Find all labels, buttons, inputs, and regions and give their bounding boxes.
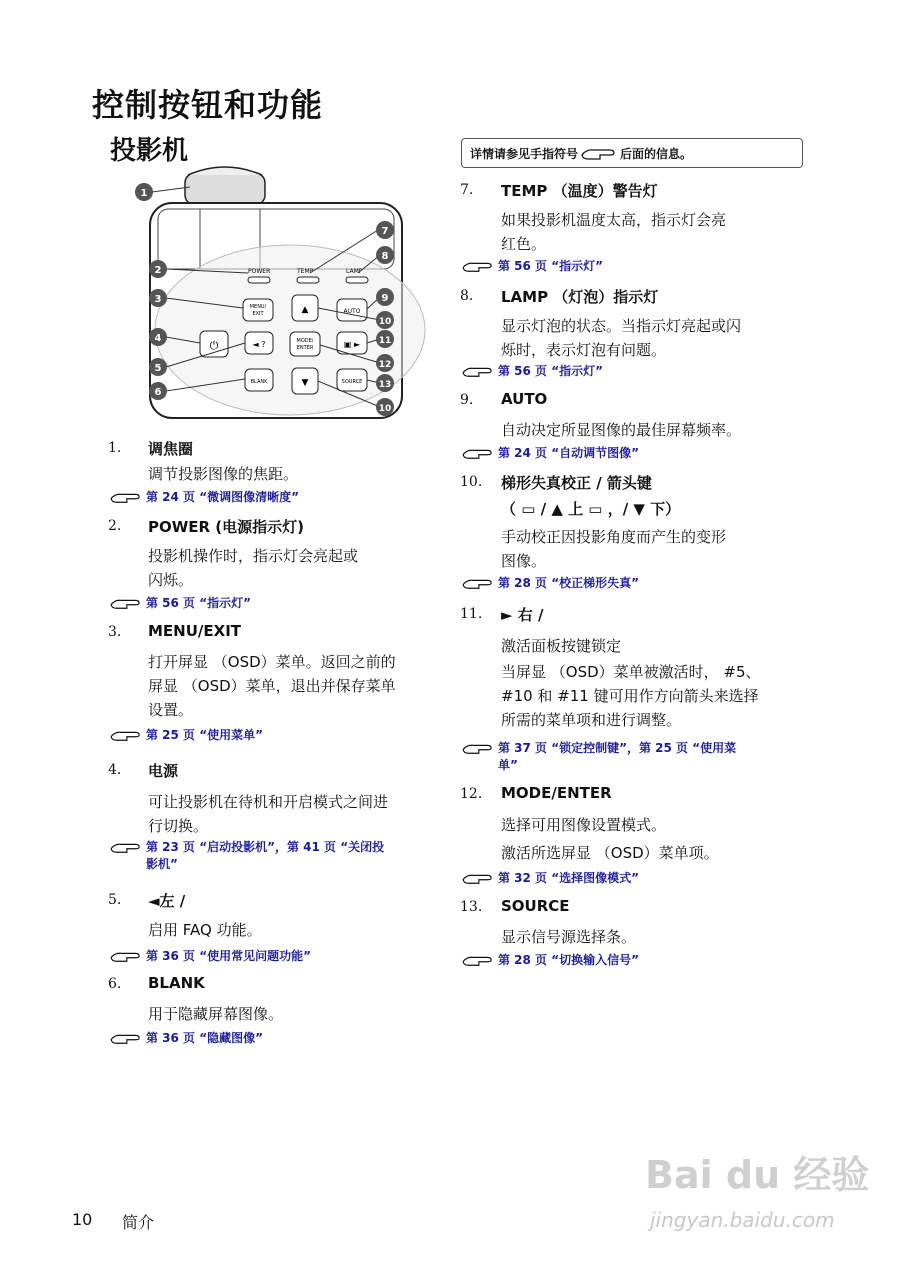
description-line: 图像。 — [501, 552, 547, 570]
item-reference — [108, 839, 384, 873]
section-name: 简介 — [122, 1213, 155, 1232]
projector-diagram — [130, 165, 550, 425]
item-reference — [460, 445, 639, 462]
reference-line: 第 56 页 “指示灯” — [498, 259, 604, 273]
item-reference — [460, 575, 639, 592]
description-line: 调节投影图像的焦距。 — [148, 465, 299, 483]
pointing-hand-icon — [108, 596, 144, 610]
reference-text — [498, 575, 639, 592]
pointing-hand-icon — [460, 364, 496, 378]
reference-text — [498, 363, 603, 380]
item-description — [148, 650, 396, 722]
pointing-hand-icon — [460, 871, 496, 885]
item-number: 7. — [460, 182, 474, 198]
reference-text — [146, 839, 384, 873]
svg-text:9: 9 — [381, 293, 389, 304]
description-line: 自动决定所显图像的最佳屏幕频率。 — [501, 421, 742, 439]
item-description — [501, 634, 621, 658]
item-title: MODE/ENTER — [501, 784, 612, 802]
item-reference — [460, 870, 639, 887]
pointing-hand-icon — [580, 145, 618, 161]
description-line: 激活所选屏显 （OSD）菜单项。 — [501, 844, 719, 862]
pointing-hand-icon — [108, 840, 144, 854]
item-description — [501, 314, 741, 362]
reference-line: 第 25 页 “使用菜单” — [146, 728, 264, 742]
item-number: 2. — [108, 518, 122, 534]
svg-text:10: 10 — [378, 404, 392, 414]
description-line: 设置。 — [148, 701, 194, 719]
svg-text:13: 13 — [378, 380, 392, 390]
menu-exit-button[interactable] — [243, 299, 273, 321]
svg-text:12: 12 — [378, 360, 392, 370]
svg-text:1: 1 — [140, 188, 148, 199]
note-box — [461, 138, 803, 168]
svg-text:SOURCE: SOURCE — [341, 379, 363, 385]
item-title: TEMP （温度）警告灯 — [501, 182, 658, 200]
item-reference — [108, 489, 299, 506]
item-number: 9. — [460, 392, 474, 408]
svg-text:Bai du 经验: Bai du 经验 — [645, 1153, 870, 1197]
baidu-logo — [645, 1140, 870, 1200]
reference-line: 单” — [498, 758, 518, 772]
item-number: 10. — [460, 474, 483, 490]
item-description — [148, 1002, 283, 1026]
description-line: 启用 FAQ 功能。 — [148, 921, 262, 939]
pointing-hand-icon — [460, 259, 496, 273]
item-number: 12. — [460, 786, 483, 802]
reference-text — [146, 727, 263, 744]
item-title: AUTO — [501, 390, 548, 408]
item-reference — [460, 363, 603, 380]
watermark-url: jingyan.baidu.com — [650, 1208, 835, 1232]
svg-text:◄ ?: ◄ ? — [252, 340, 266, 349]
lamp-indicator-label: LAMP — [346, 268, 363, 275]
description-line: 烁时，表示灯泡有问题。 — [501, 341, 667, 359]
description-line: 红色。 — [501, 235, 547, 253]
pointing-hand-icon — [460, 953, 496, 967]
item-title: POWER (电源指示灯) — [148, 518, 305, 536]
description-line: 用于隐藏屏幕图像。 — [148, 1005, 284, 1023]
description-line: 打开屏显 （OSD）菜单。返回之前的 — [148, 653, 396, 671]
mode-enter-button[interactable] — [290, 332, 320, 356]
item-title: 调焦圈 — [148, 440, 194, 458]
section-heading: 投影机 — [110, 136, 189, 166]
svg-text:4: 4 — [154, 333, 162, 344]
item-title: ► 右 / — [501, 606, 544, 624]
item-reference — [460, 258, 603, 275]
description-line: 如果投影机温度太高，指示灯会亮 — [501, 211, 727, 229]
item-reference — [460, 952, 639, 969]
note-prefix: 详情请参见手指符号 — [470, 146, 579, 161]
reference-line: 第 36 页 “使用常见问题功能” — [146, 949, 312, 963]
item-description — [148, 462, 298, 486]
item-description — [148, 918, 262, 942]
reference-line: 影机” — [146, 857, 178, 871]
reference-text — [146, 948, 311, 965]
item-description — [148, 790, 388, 838]
svg-text:AUTO: AUTO — [343, 308, 361, 315]
description-line: 当屏显 （OSD）菜单被激活时， #5、 — [501, 663, 761, 681]
reference-text — [498, 952, 639, 969]
item-description — [501, 525, 726, 573]
item-title: 梯形失真校正 / 箭头键 — [501, 474, 652, 492]
description-line: 显示信号源选择条。 — [501, 928, 637, 946]
reference-line: 第 37 页 “锁定控制键”，第 25 页 “使用菜 — [498, 741, 737, 755]
description-line: 激活面板按键锁定 — [501, 637, 622, 655]
power-icon: ⏻ — [209, 339, 219, 352]
item-description — [501, 208, 726, 256]
svg-text:2: 2 — [154, 265, 162, 276]
item-number: 11. — [460, 606, 483, 622]
pointing-hand-icon — [460, 741, 496, 755]
description-line: #10 和 #11 键可用作方向箭头来选择 — [501, 687, 759, 705]
reference-text — [146, 1030, 263, 1047]
svg-text:10: 10 — [378, 317, 392, 327]
reference-line: 第 24 页 “自动调节图像” — [498, 446, 640, 460]
description-line: 投影机操作时，指示灯会亮起或 — [148, 547, 359, 565]
item-number: 8. — [460, 288, 474, 304]
svg-text:BLANK: BLANK — [250, 379, 268, 385]
reference-line: 第 23 页 “启动投影机”，第 41 页 “关闭投 — [146, 840, 385, 854]
reference-line: 第 36 页 “隐藏图像” — [146, 1031, 264, 1045]
item-description-extra — [501, 841, 719, 865]
reference-text — [498, 258, 603, 275]
reference-line: 第 32 页 “选择图像模式” — [498, 871, 640, 885]
svg-text:▼: ▼ — [301, 378, 309, 388]
page-heading: 控制按钮和功能 — [92, 86, 324, 124]
item-description — [501, 813, 666, 837]
item-number: 5. — [108, 892, 122, 908]
item-title: SOURCE — [501, 897, 570, 915]
item-description — [501, 925, 636, 949]
svg-text:▲: ▲ — [301, 305, 309, 315]
pointing-hand-icon — [108, 1031, 144, 1045]
svg-text:8: 8 — [381, 251, 389, 262]
description-line: 可让投影机在待机和开启模式之间进 — [148, 793, 389, 811]
svg-text:MENU/: MENU/ — [249, 304, 267, 310]
svg-text:5: 5 — [154, 363, 162, 374]
svg-text:MODE/: MODE/ — [296, 338, 314, 344]
page-number: 10 — [72, 1210, 93, 1229]
pointing-hand-icon — [108, 949, 144, 963]
reference-text — [146, 595, 251, 612]
reference-text — [146, 489, 299, 506]
item-number: 4. — [108, 762, 122, 778]
reference-line: 第 56 页 “指示灯” — [146, 596, 252, 610]
reference-line: 第 56 页 “指示灯” — [498, 364, 604, 378]
item-description — [501, 418, 741, 442]
item-description — [148, 544, 358, 592]
item-title: 电源 — [148, 762, 179, 780]
reference-line: 第 28 页 “切换输入信号” — [498, 953, 640, 967]
pointing-hand-icon — [108, 490, 144, 504]
reference-text — [498, 740, 736, 774]
note-suffix: 后面的信息。 — [620, 146, 693, 161]
description-line: 选择可用图像设置模式。 — [501, 816, 667, 834]
item-title-line2: （ ▭ / ▲ 上 ▭ ，/ ▼ 下） — [501, 500, 681, 518]
reference-text — [498, 870, 639, 887]
svg-text:3: 3 — [154, 294, 162, 305]
svg-text:EXIT: EXIT — [252, 311, 264, 317]
description-line: 显示灯泡的状态。当指示灯亮起或闪 — [501, 317, 742, 335]
pointing-hand-icon — [460, 446, 496, 460]
item-reference — [108, 1030, 263, 1047]
svg-text:ENTER: ENTER — [296, 345, 314, 351]
description-line: 所需的菜单项和进行调整。 — [501, 711, 682, 729]
item-number: 13. — [460, 899, 483, 915]
reference-text — [498, 445, 639, 462]
reference-line: 第 28 页 “校正梯形失真” — [498, 576, 640, 590]
item-reference — [108, 595, 251, 612]
item-reference — [108, 727, 263, 744]
item-title: LAMP （灯泡）指示灯 — [501, 288, 659, 306]
svg-text:7: 7 — [381, 226, 389, 237]
item-title: BLANK — [148, 974, 205, 992]
item-number: 1. — [108, 440, 122, 456]
reference-line: 第 24 页 “微调图像清晰度” — [146, 490, 300, 504]
item-number: 3. — [108, 624, 122, 640]
svg-text:11: 11 — [378, 336, 392, 346]
description-line: 手动校正因投影角度而产生的变形 — [501, 528, 727, 546]
item-title: MENU/EXIT — [148, 622, 242, 640]
focus-ring — [185, 173, 265, 205]
power-indicator-label: POWER — [248, 268, 271, 275]
item-reference — [108, 948, 311, 965]
temp-indicator-label: TEMP — [297, 268, 314, 275]
description-line: 屏显 （OSD）菜单，退出并保存菜单 — [148, 677, 396, 695]
description-line: 闪烁。 — [148, 571, 194, 589]
svg-text:6: 6 — [154, 387, 162, 398]
pointing-hand-icon — [108, 728, 144, 742]
item-description-extra — [501, 660, 761, 732]
item-title: ◄左 / — [148, 892, 186, 910]
description-line: 行切换。 — [148, 817, 209, 835]
pointing-hand-icon — [460, 576, 496, 590]
item-reference — [460, 740, 736, 774]
svg-text:▣ ►: ▣ ► — [343, 340, 361, 349]
item-number: 6. — [108, 976, 122, 992]
